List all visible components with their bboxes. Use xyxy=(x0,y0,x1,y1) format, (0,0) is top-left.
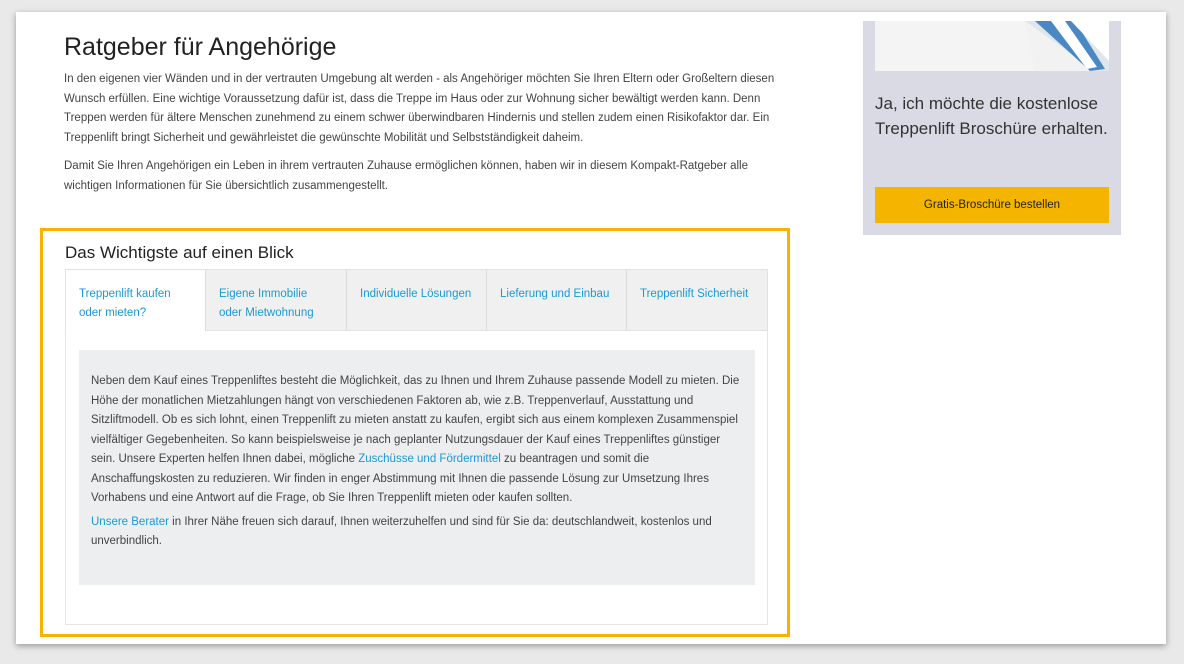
panel-paragraph xyxy=(91,372,743,509)
overview-tabs xyxy=(65,269,768,331)
tab-label: Lieferung und Einbau xyxy=(500,288,610,300)
foerdermittel-link[interactable]: Zuschüsse und Fördermittel xyxy=(358,453,501,465)
tab-label: Individuelle Lösungen xyxy=(360,288,472,300)
tab-individuelle-loesungen[interactable] xyxy=(347,270,487,330)
intro-paragraph: Damit Sie Ihren Angehörigen ein Leben in ihrem vertrauten Zuhause ermöglichen können, haben wir in diesem Kompakt-Ratgeber alle wichtigen Informationen für Sie übersichtlich zusammengestellt. xyxy=(64,160,749,192)
brochure-image xyxy=(875,21,1109,71)
tab-panel xyxy=(65,331,768,625)
brochure-teaser xyxy=(863,21,1121,235)
overview-title: Das Wichtigste auf einen Blick xyxy=(65,243,294,262)
tab-label: Treppenlift kaufen xyxy=(79,288,171,300)
panel-text: in Ihrer Nähe freuen sich darauf, Ihnen weiterzuhelfen und sind für Sie da: deutschlandweit, kostenlos und unverbindlich. xyxy=(91,515,712,547)
intro-text xyxy=(64,70,794,196)
main-content xyxy=(64,32,794,205)
tab-sicherheit[interactable] xyxy=(627,270,767,330)
panel-text: zu beantragen und somit die Anschaffungskosten zu reduzieren. Wir finden in enger Abstimmung mit Ihnen die passende Lösung zur Umsetzung Ihres Vorhabens und eine Antwort auf die Frage, ob Sie Ihren Treppenlift mieten oder kaufen sollten. xyxy=(91,453,709,504)
overview-box xyxy=(40,228,790,637)
panel-paragraph xyxy=(91,513,743,552)
tab-label: oder Mietwohnung xyxy=(219,307,314,319)
berater-link[interactable]: Unsere Berater xyxy=(91,515,169,528)
tab-kaufen-mieten[interactable] xyxy=(66,270,206,334)
page-frame xyxy=(16,12,1166,644)
tab-lieferung-einbau[interactable] xyxy=(487,270,627,330)
tab-immobilie-mietwohnung[interactable] xyxy=(206,270,347,330)
page-title: Ratgeber für Angehörige xyxy=(64,33,337,61)
tab-panel-content xyxy=(79,350,755,585)
brochure-text: Ja, ich möchte die kostenlose Treppenlift Broschüre erhalten. xyxy=(875,94,1108,138)
panel-text: Neben dem Kauf eines Treppenliftes besteht die Möglichkeit, das zu Ihnen und Ihrem Zuhause passende Modell zu mieten. Die Höhe der monatlichen Mietzahlungen hängt von verschiedenen Faktoren ab, wie z.B. Treppenverlauf, Ausstattung und Sitzliftmodell. Ob es sich lohnt, einen Treppenlift zu mieten anstatt zu kaufen, ergibt sich aus einem komplexen Zusammenspiel vielfältiger Gegebenheiten. So kann beispielsweise je nach geplanter Nutzungsdauer der Kauf eines Treppenliftes günstiger sein. Unsere Experten helfen Ihnen dabei, mögliche xyxy=(91,375,740,465)
order-brochure-button[interactable]: Gratis-Broschüre bestellen xyxy=(875,187,1109,223)
tab-label: Eigene Immobilie xyxy=(219,288,308,300)
intro-paragraph: In den eigenen vier Wänden und in der vertrauten Umgebung alt werden - als Angehöriger möchten Sie Ihren Eltern oder Großeltern diesen Wunsch erfüllen. Eine wichtige Voraussetzung dafür ist, dass die Treppe im Haus oder zur Wohnung sicher bewältigt werden kann. Denn Treppen werden für ältere Menschen zunehmend zu einem schwer überwindbaren Hindernis und stellen zudem einen Risikofaktor dar. Ein Treppenlift bringt Sicherheit und gewährleistet die gewünschte Mobilität und Selbstständigkeit daheim. xyxy=(64,73,775,144)
tab-label: Treppenlift Sicherheit xyxy=(640,288,749,300)
tab-label: oder mieten? xyxy=(79,307,147,319)
